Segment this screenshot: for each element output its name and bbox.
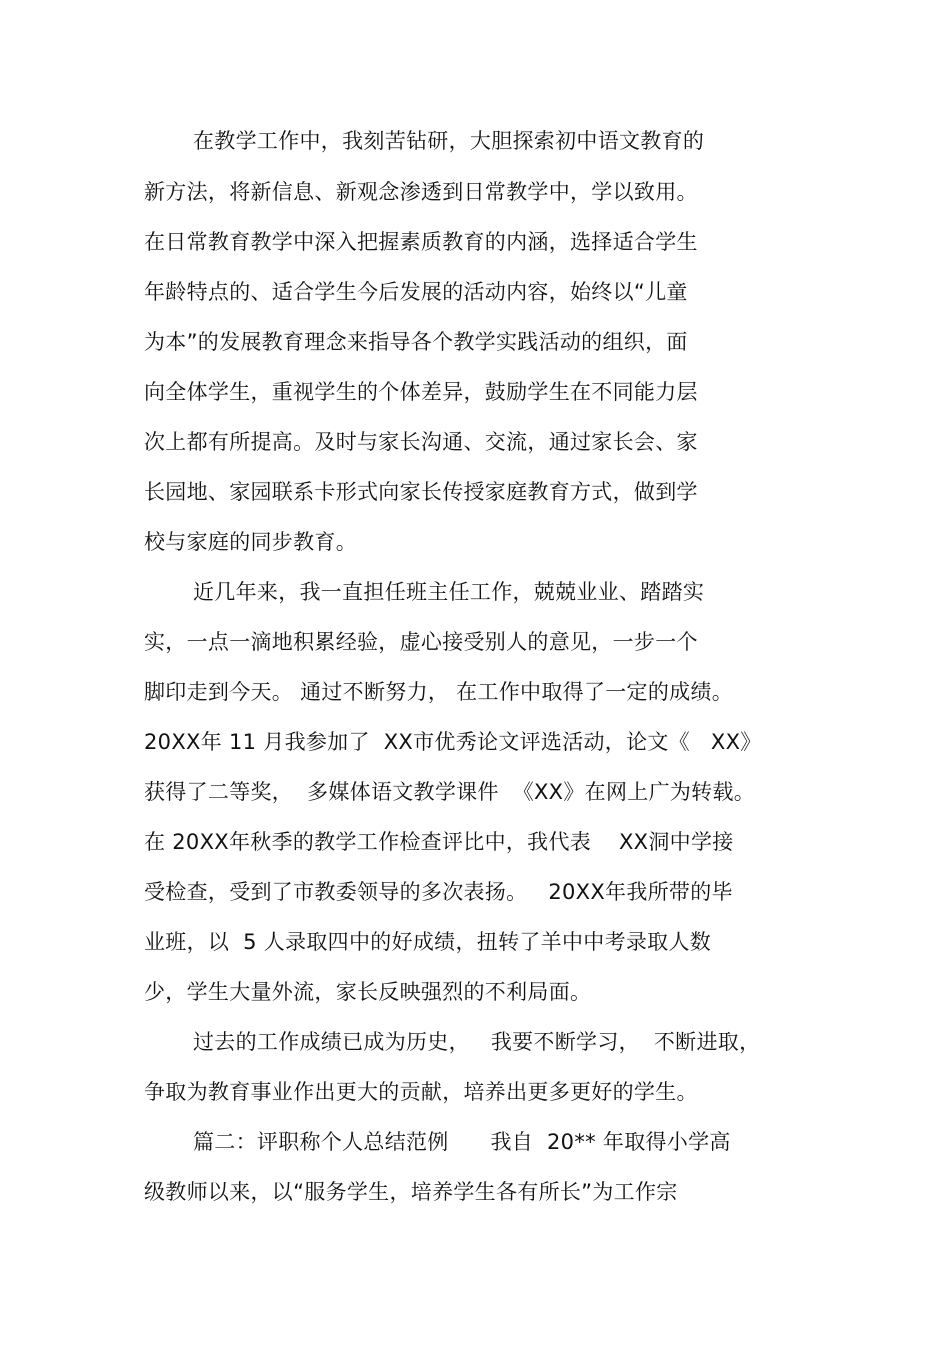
text-line: 过去的工作成绩已成为历史， 我要不断学习， 不断进取， — [193, 1030, 761, 1054]
text-line: 向全体学生，重视学生的个体差异，鼓励学生在不同能力层 — [144, 380, 698, 404]
text-line: 级教师以来，以“服务学生，培养学生各有所长”为工作宗 — [144, 1180, 678, 1204]
text-line: 脚印走到今天。 通过不断努力， 在工作中取得了一定的成绩。 — [144, 680, 734, 704]
text-line: 近几年来，我一直担任班主任工作，兢兢业业、踏踏实 — [193, 580, 705, 604]
text-line: 新方法，将新信息、新观念渗透到日常教学中，学以致用。 — [144, 180, 698, 204]
text-line: 为本”的发展教育理念来指导各个教学实践活动的组织，面 — [144, 330, 688, 354]
text-line: 少，学生大量外流，家长反映强烈的不利局面。 — [144, 980, 592, 1004]
text-line: 年龄特点的、适合学生今后发展的活动内容，始终以“儿童 — [144, 280, 688, 304]
text-line: 篇二：评职称个人总结范例 我自 20** 年取得小学高 — [193, 1130, 731, 1154]
text-line: 业班，以 5 人录取四中的好成绩，扭转了羊中中考录取人数 — [144, 930, 712, 954]
text-line: 争取为教育事业作出更大的贡献，培养出更多更好的学生。 — [144, 1080, 698, 1104]
text-line: 获得了二等奖， 多媒体语文教学课件 《XX》在网上广为转载。 — [144, 780, 756, 804]
text-line: 校与家庭的同步教育。 — [144, 530, 357, 554]
text-line: 受检查，受到了市教委领导的多次表扬。 20XX年我所带的毕 — [144, 880, 733, 904]
text-line: 在 20XX年秋季的教学工作检查评比中，我代表 XX洞中学接 — [144, 830, 734, 854]
text-line: 在日常教育教学中深入把握素质教育的内涵，选择适合学生 — [144, 230, 698, 254]
text-line: 在教学工作中，我刻苦钻研，大胆探索初中语文教育的 — [193, 129, 705, 153]
text-line: 长园地、家园联系卡形式向家长传授家庭教育方式，做到学 — [144, 480, 698, 504]
text-line: 20XX年 11 月我参加了 XX市优秀论文评选活动，论文《 XX》 — [144, 730, 762, 754]
text-line: 次上都有所提高。及时与家长沟通、交流，通过家长会、家 — [144, 430, 698, 454]
text-line: 实，一点一滴地积累经验，虚心接受别人的意见，一步一个 — [144, 630, 698, 654]
